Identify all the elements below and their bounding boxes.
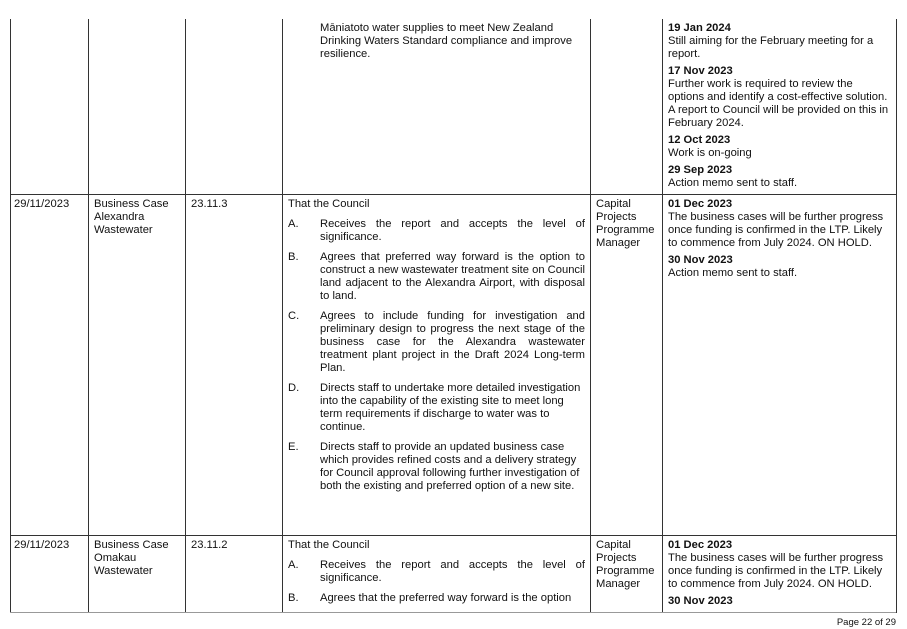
title-line: Business Case — [94, 539, 169, 551]
update-text: Still aiming for the February meeting for a report. — [668, 35, 874, 60]
resolution-item — [288, 218, 585, 244]
item-letter: A. — [288, 218, 299, 230]
resolution-item — [288, 559, 585, 585]
date-cell: 29/11/2023 — [11, 536, 89, 613]
title-line: Wastewater — [94, 224, 153, 236]
update-text: Work is on-going — [668, 147, 752, 159]
item-letter: E. — [288, 441, 299, 453]
date-cell — [11, 19, 89, 195]
date-cell: 29/11/2023 — [11, 195, 89, 536]
table-row — [11, 19, 897, 195]
update-date: 17 Nov 2023 — [668, 65, 733, 77]
resolution-item — [288, 310, 585, 375]
resolution-cell — [283, 19, 591, 195]
updates-cell — [663, 536, 897, 613]
action-table — [10, 19, 897, 613]
item-letter: A. — [288, 559, 299, 571]
title-line: Wastewater — [94, 565, 153, 577]
update-text: The business cases will be further progress once funding is confirmed in the LTP. Likely to commence from July 2024. ON HOLD. — [668, 552, 884, 590]
updates-cell — [663, 19, 897, 195]
item-text: Receives the report and accepts the level of significance. — [320, 559, 585, 584]
update-entry — [668, 134, 891, 160]
resolution-continuation: Māniatoto water supplies to meet New Zealand Drinking Waters Standard compliance and improve resilience. — [320, 22, 573, 60]
item-text: Directs staff to provide an updated business case which provides refined costs and a delivery strategy for Council approval following further investigation of both the existing and preferred option of a new site. — [320, 441, 580, 492]
resolution-item — [288, 441, 585, 493]
item-text: Receives the report and accepts the level of significance. — [320, 218, 585, 243]
footer-divider — [10, 612, 896, 613]
resolution-item — [288, 592, 585, 605]
owner-cell — [591, 19, 663, 195]
resolution-intro: That the Council — [288, 539, 370, 551]
title-cell — [89, 536, 186, 613]
owner-line: Manager — [596, 578, 641, 590]
item-text: Directs staff to undertake more detailed investigation into the capability of the existing site to meet long term requirements if discharge to water was to continue. — [320, 382, 581, 433]
update-entry — [668, 65, 891, 130]
update-date: 01 Dec 2023 — [668, 539, 733, 551]
item-letter: B. — [288, 592, 299, 604]
item-letter: D. — [288, 382, 300, 394]
update-date: 12 Oct 2023 — [668, 134, 731, 146]
update-date: 30 Nov 2023 — [668, 595, 733, 607]
update-entry — [668, 164, 891, 190]
resolution-intro: That the Council — [288, 198, 370, 210]
table-row — [11, 195, 897, 536]
updates-cell — [663, 195, 897, 536]
resolution-item — [288, 251, 585, 303]
update-date: 19 Jan 2024 — [668, 22, 731, 34]
update-entry — [668, 198, 891, 250]
update-text: Action memo sent to staff. — [668, 177, 798, 189]
owner-line: Capital — [596, 539, 631, 551]
update-text: Further work is required to review the options and identify a cost-effective solution. A report to Council will be provided on this in February 2024. — [668, 78, 889, 129]
item-text: Agrees that preferred way forward is the option to construct a new wastewater treatment site on Council land adjacent to the Alexandra Airport, with disposal to land. — [320, 251, 585, 302]
update-entry — [668, 539, 891, 591]
ref-cell: 23.11.3 — [186, 195, 283, 536]
title-line: Business Case — [94, 198, 169, 210]
title-line: Alexandra — [94, 211, 145, 223]
table-row — [11, 536, 897, 613]
item-text: Agrees to include funding for investigation and preliminary design to progress the next stage of the business case for the Alexandra wastewater treatment plant project in the Draft 2024 Long-term Plan. — [320, 310, 585, 374]
owner-line: Manager — [596, 237, 641, 249]
owner-line: Projects — [596, 211, 637, 223]
owner-line: Projects — [596, 552, 637, 564]
owner-line: Capital — [596, 198, 631, 210]
title-cell — [89, 195, 186, 536]
owner-line: Programme — [596, 224, 655, 236]
item-letter: B. — [288, 251, 299, 263]
title-cell — [89, 19, 186, 195]
owner-line: Programme — [596, 565, 655, 577]
ref-cell — [186, 19, 283, 195]
update-text: The business cases will be further progress once funding is confirmed in the LTP. Likely to commence from July 2024. ON HOLD. — [668, 211, 884, 249]
resolution-cell — [283, 195, 591, 536]
update-date: 29 Sep 2023 — [668, 164, 733, 176]
resolution-item — [288, 382, 585, 434]
item-text: Agrees that the preferred way forward is the option — [320, 592, 572, 604]
update-entry — [668, 595, 891, 608]
page-number: Page 22 of 29 — [836, 617, 896, 628]
item-letter: C. — [288, 310, 300, 322]
ref-cell: 23.11.2 — [186, 536, 283, 613]
title-line: Omakau — [94, 552, 137, 564]
update-text: Action memo sent to staff. — [668, 267, 798, 279]
owner-cell — [591, 536, 663, 613]
update-entry — [668, 254, 891, 280]
resolution-cell — [283, 536, 591, 613]
owner-cell — [591, 195, 663, 536]
update-date: 01 Dec 2023 — [668, 198, 733, 210]
update-date: 30 Nov 2023 — [668, 254, 733, 266]
update-entry — [668, 22, 891, 61]
